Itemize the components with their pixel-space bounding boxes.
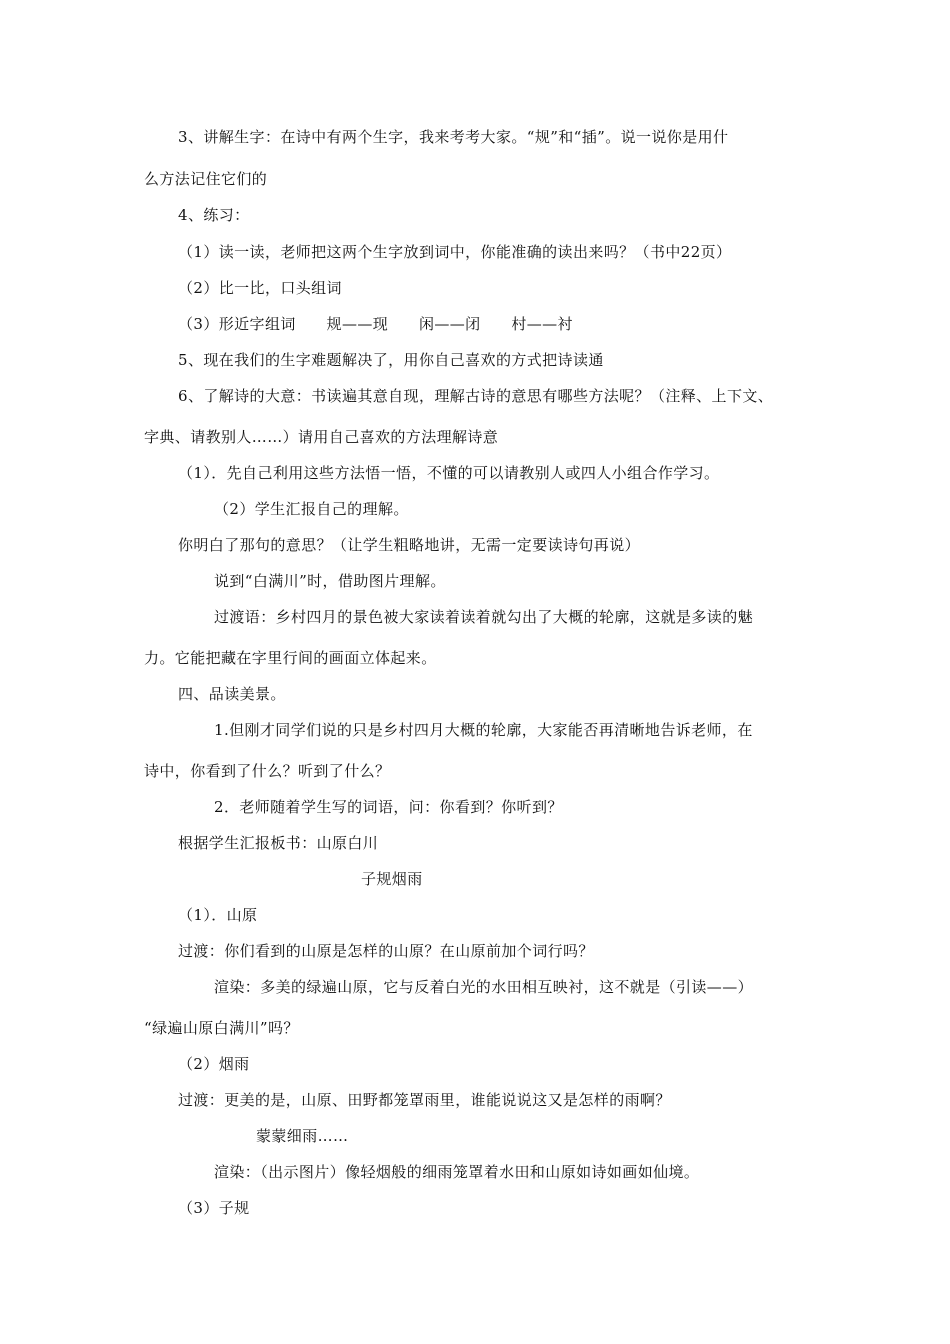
paragraph-line: 渲染：多美的绿遍山原，它与反着白光的水田相互映衬，这不就是（引读——） bbox=[214, 978, 754, 996]
paragraph-line: 力。它能把藏在字里行间的画面立体起来。 bbox=[144, 649, 437, 667]
paragraph-line: 蒙蒙细雨…… bbox=[256, 1127, 349, 1145]
paragraph-line: （1）．先自己利用这些方法悟一悟，不懂的可以请教别人或四人小组合作学习。 bbox=[178, 464, 720, 482]
paragraph-line: （3）形近字组词 规——现 闲——闭 村——衬 bbox=[178, 315, 573, 333]
paragraph-line: 诗中，你看到了什么？听到了什么？ bbox=[144, 762, 391, 780]
paragraph-line: （2）学生汇报自己的理解。 bbox=[214, 500, 409, 518]
paragraph-line: 过渡：你们看到的山原是怎样的山原？在山原前加个词行吗？ bbox=[178, 942, 594, 960]
paragraph-line: （2）烟雨 bbox=[178, 1055, 250, 1073]
paragraph-line: 3、讲解生字：在诗中有两个生字，我来考考大家。“规”和“插”。说一说你是用什 bbox=[178, 128, 729, 146]
paragraph-line: 根据学生汇报板书：山原白川 bbox=[178, 834, 379, 852]
paragraph-line: 2．老师随着学生写的词语，问：你看到？你听到？ bbox=[214, 798, 563, 816]
paragraph-line: （2）比一比，口头组词 bbox=[178, 279, 342, 297]
paragraph-line: “绿遍山原白满川”吗？ bbox=[144, 1019, 299, 1037]
paragraph-line: （1）读一读，老师把这两个生字放到词中，你能准确的读出来吗？（书中22页） bbox=[178, 243, 732, 261]
paragraph-line: （3）子规 bbox=[178, 1199, 250, 1217]
paragraph-line: 6、了解诗的大意：书读遍其意自现，理解古诗的意思有哪些方法呢？（注释、上下文、 bbox=[178, 387, 774, 405]
paragraph-line: 么方法记住它们的 bbox=[144, 170, 268, 188]
paragraph-line: （1）．山原 bbox=[178, 906, 258, 924]
paragraph-line: 字典、请教别人……）请用自己喜欢的方法理解诗意 bbox=[144, 428, 499, 446]
section-heading: 四、品读美景。 bbox=[178, 685, 286, 703]
paragraph-line: 4、练习： bbox=[178, 206, 250, 224]
paragraph-line: 你明白了那句的意思？（让学生粗略地讲，无需一定要读诗句再说） bbox=[178, 536, 641, 554]
paragraph-line: 过渡：更美的是，山原、田野都笼罩雨里，谁能说说这又是怎样的雨啊？ bbox=[178, 1091, 671, 1109]
paragraph-line: 子规烟雨 bbox=[361, 870, 423, 888]
paragraph-line: 过渡语：乡村四月的景色被大家读着读着就勾出了大概的轮廓，这就是多读的魅 bbox=[214, 608, 754, 626]
paragraph-line: 1.但刚才同学们说的只是乡村四月大概的轮廓，大家能否再清晰地告诉老师，在 bbox=[214, 721, 753, 739]
paragraph-line: 渲染：（出示图片）像轻烟般的细雨笼罩着水田和山原如诗如画如仙境。 bbox=[214, 1163, 700, 1181]
paragraph-line: 5、现在我们的生字难题解决了，用你自己喜欢的方式把诗读通 bbox=[178, 351, 604, 369]
paragraph-line: 说到“白满川”时，借助图片理解。 bbox=[214, 572, 446, 590]
